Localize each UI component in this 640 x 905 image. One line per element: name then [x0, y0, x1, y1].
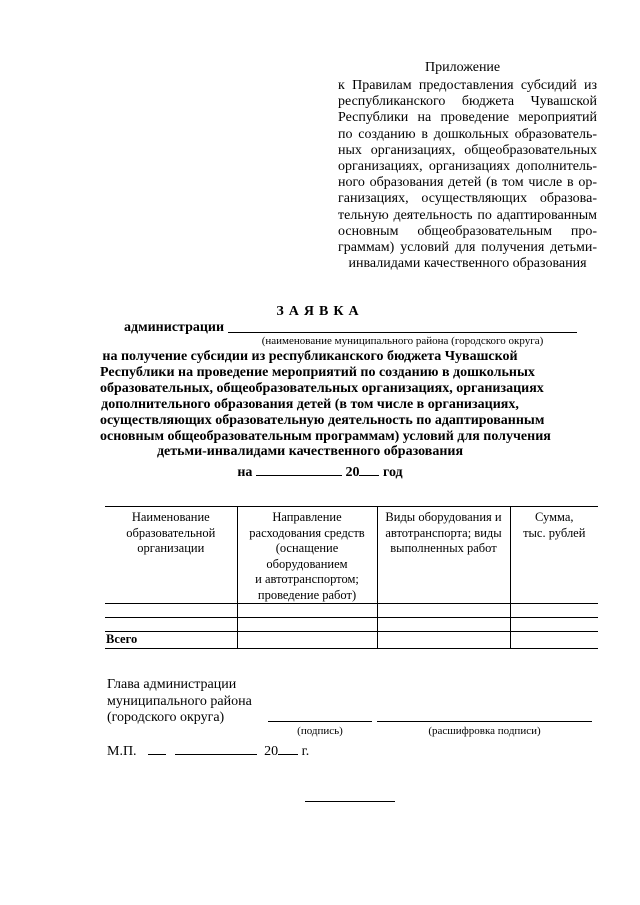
appendix-line: республиканского бюджета Чувашской	[338, 94, 597, 110]
appendix-line: по созданию в дошкольных образователь-	[338, 126, 597, 142]
appendix-text	[338, 78, 597, 272]
table-row	[105, 618, 598, 632]
header-cell-sum: Сумма, тыс. рублей	[510, 507, 598, 604]
admin-name-line	[228, 332, 577, 333]
signature-decoding-line	[377, 721, 592, 722]
table-cell[interactable]	[105, 604, 237, 618]
appendix-line: ных организациях, общеобразовательных	[338, 142, 597, 158]
table-cell[interactable]	[237, 632, 377, 649]
year-prefix: на	[237, 465, 253, 480]
day-blank	[148, 741, 166, 755]
table-cell[interactable]	[377, 618, 510, 632]
table-header-row	[105, 507, 598, 604]
appendix-title: Приложение	[425, 60, 501, 75]
signature-line	[268, 721, 372, 722]
total-label: Всего	[105, 632, 237, 649]
year-mid: 20	[345, 465, 360, 480]
appendix-line: основным общеобразовательным про-	[338, 223, 597, 239]
year-blank	[359, 462, 379, 476]
month-blank	[175, 741, 257, 755]
table-cell[interactable]	[237, 604, 377, 618]
table-cell[interactable]	[510, 618, 598, 632]
appendix-line: ганизациях, осуществляющих образова-	[338, 191, 597, 207]
subtitle-line: образовательных, общеобразовательных организациях, организациях	[100, 380, 544, 396]
subtitle-line: основным общеобразовательным программам) условий для получения	[100, 428, 551, 444]
table-cell[interactable]	[237, 618, 377, 632]
table-total-row	[105, 632, 598, 649]
table-cell[interactable]	[377, 604, 510, 618]
table-cell[interactable]	[105, 618, 237, 632]
subtitle-line: осуществляющих образовательную деятельность по адаптированным	[100, 412, 545, 428]
appendix-line: граммам) условий для получения детьми-	[338, 240, 597, 256]
signature-decoding-hint: (расшифровка подписи)	[428, 725, 541, 737]
appendix-line: ного образования детей (в том числе в ор-	[338, 175, 597, 191]
year-suffix: г.	[301, 744, 310, 759]
end-divider	[305, 801, 395, 802]
signature-hint: (подпись)	[297, 725, 343, 737]
table-cell[interactable]	[510, 632, 598, 649]
request-title: ЗАЯВКА	[276, 304, 364, 319]
table-row	[105, 604, 598, 618]
stamp-date-row	[107, 741, 309, 760]
signatory-line: муниципального района	[107, 693, 252, 709]
year-mid: 20	[264, 744, 279, 759]
header-cell-organization: Наименование образовательной организации	[105, 507, 237, 604]
appendix-line: инвалидами качественного образования	[348, 256, 587, 272]
signatory-block	[107, 677, 252, 727]
subtitle-line: дополнительного образования детей (в том числе в организациях,	[101, 396, 519, 412]
admin-name-hint: (наименование муниципального района (городского округа)	[261, 335, 544, 347]
request-subtitle	[100, 349, 551, 460]
date-blank	[256, 462, 342, 476]
appendix-line: Республики на проведение мероприятий	[338, 110, 597, 126]
subtitle-line: на получение субсидии из республиканского бюджета Чувашской	[102, 349, 518, 364]
stamp-label: М.П.	[107, 744, 137, 759]
table-cell[interactable]	[377, 632, 510, 649]
table-cell[interactable]	[510, 604, 598, 618]
signatory-line: Глава администрации	[107, 677, 237, 692]
header-cell-types: Виды оборудования и автотранспорта; виды выполненных работ	[377, 507, 510, 604]
subtitle-line: детьми-инвалидами качественного образования	[156, 444, 464, 460]
request-year	[0, 462, 640, 481]
year-blank	[278, 741, 298, 755]
admin-label: администрации	[124, 320, 225, 335]
header-cell-direction: Направление расходования средств (оснащение оборудованием и автотранспортом; проведение работ)	[237, 507, 377, 604]
appendix-line: тельную деятельность по адаптированным	[338, 207, 597, 223]
year-suffix: год	[382, 465, 403, 480]
appendix-line: организациях, организациях дополнитель-	[338, 159, 597, 175]
request-table	[105, 506, 598, 649]
appendix-line: к Правилам предоставления субсидий из	[338, 78, 597, 93]
signatory-line: (городского округа)	[107, 710, 225, 725]
subtitle-line: Республики на проведение мероприятий по созданию в дошкольных	[100, 364, 535, 380]
